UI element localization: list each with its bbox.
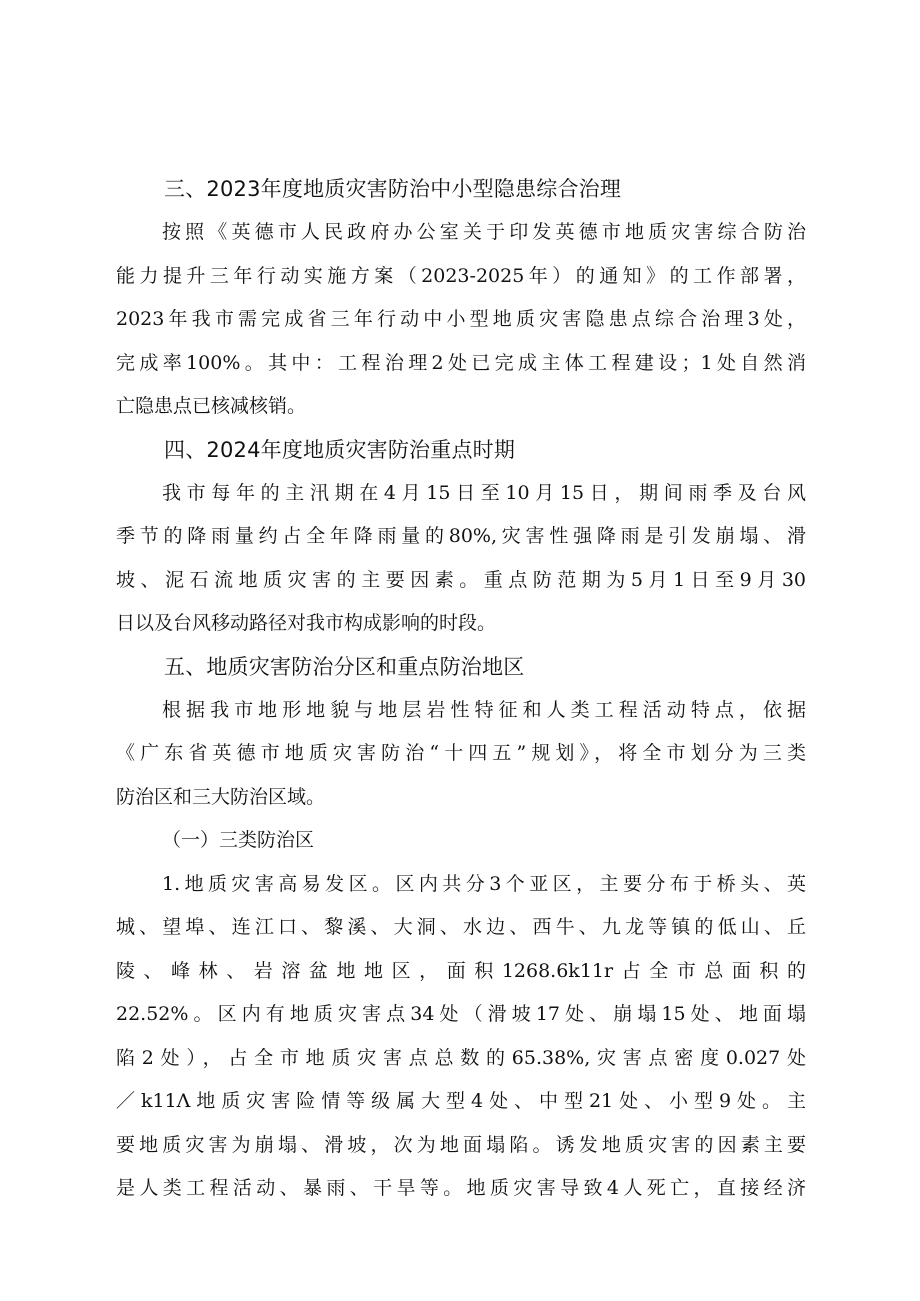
section-5-paragraph xyxy=(116,689,806,820)
text-line: 按照《英德市人民政府办公室关于印发英德市地质灾害综合防治 xyxy=(162,221,806,243)
text-line: ／k11Λ地质灾害险情等级属大型4处、中型21处、小型9处。主 xyxy=(116,1090,806,1112)
text-line: 根据我市地形地貌与地层岩性特征和人类工程活动特点，依据 xyxy=(162,698,806,721)
section-4-paragraph xyxy=(116,472,806,646)
text-line: 城、望埠、连江口、黎溪、大洞、水边、西牛、九龙等镇的低山、丘 xyxy=(116,916,806,938)
section-5-heading: 五、地质灾害防治分区和重点防治地区 xyxy=(164,654,525,679)
text-line: 季节的降雨量约占全年降雨量的80%,灾害性强降雨是引发崩塌、滑 xyxy=(116,525,806,547)
text-line: 陵、峰林、岩溶盆地地区，面积1268.6k11r占全市总面积的 xyxy=(116,959,806,982)
item-1-paragraph xyxy=(116,863,806,1211)
text-line: 要地质灾害为崩塌、滑坡，次为地面塌陷。诱发地质灾害的因素主要 xyxy=(116,1133,806,1156)
text-line: 防治区和三大防治区域。 xyxy=(116,785,326,808)
text-line: 能力提升三年行动实施方案（2023-2025年）的通知》的工作部署， xyxy=(116,264,806,287)
section-3-paragraph xyxy=(116,211,806,429)
text-line: 《广东省英德市地质灾害防治“十四五”规划》，将全市划分为三类 xyxy=(116,742,806,764)
text-line: 2023年我市需完成省三年行动中小型地质灾害隐患点综合治理3处， xyxy=(116,308,806,330)
subsection-heading: （一）三类防治区 xyxy=(162,829,315,851)
text-line: 22.52%。区内有地质灾害点34处（滑坡17处、崩塌15处、地面塌 xyxy=(116,1003,806,1025)
document-page xyxy=(116,168,806,1211)
text-line: 完成率100%。其中：工程治理2处已完成主体工程建设；1处自然消 xyxy=(116,351,806,374)
text-line: 陷2处），占全市地质灾害点总数的65.38%,灾害点密度0.027处 xyxy=(116,1046,806,1069)
text-line: 日以及台风移动路径对我市构成影响的时段。 xyxy=(116,612,497,634)
section-3-heading: 三、2023年度地质灾害防治中小型隐患综合治理 xyxy=(164,177,622,201)
text-line: 坡、泥石流地质灾害的主要因素。重点防范期为5月1日至9月30 xyxy=(116,568,806,591)
text-line: 我市每年的主汛期在4月15日至10月15日，期间雨季及台风 xyxy=(162,481,806,504)
text-line: 亡隐患点已核减核销。 xyxy=(116,395,307,417)
text-line: 1.地质灾害高易发区。区内共分3个亚区，主要分布于桥头、英 xyxy=(162,872,806,895)
text-line: 是人类工程活动、暴雨、干旱等。地质灾害导致4人死亡，直接经济 xyxy=(116,1177,806,1199)
section-4-heading: 四、2024年度地质灾害防治重点时期 xyxy=(164,437,516,462)
